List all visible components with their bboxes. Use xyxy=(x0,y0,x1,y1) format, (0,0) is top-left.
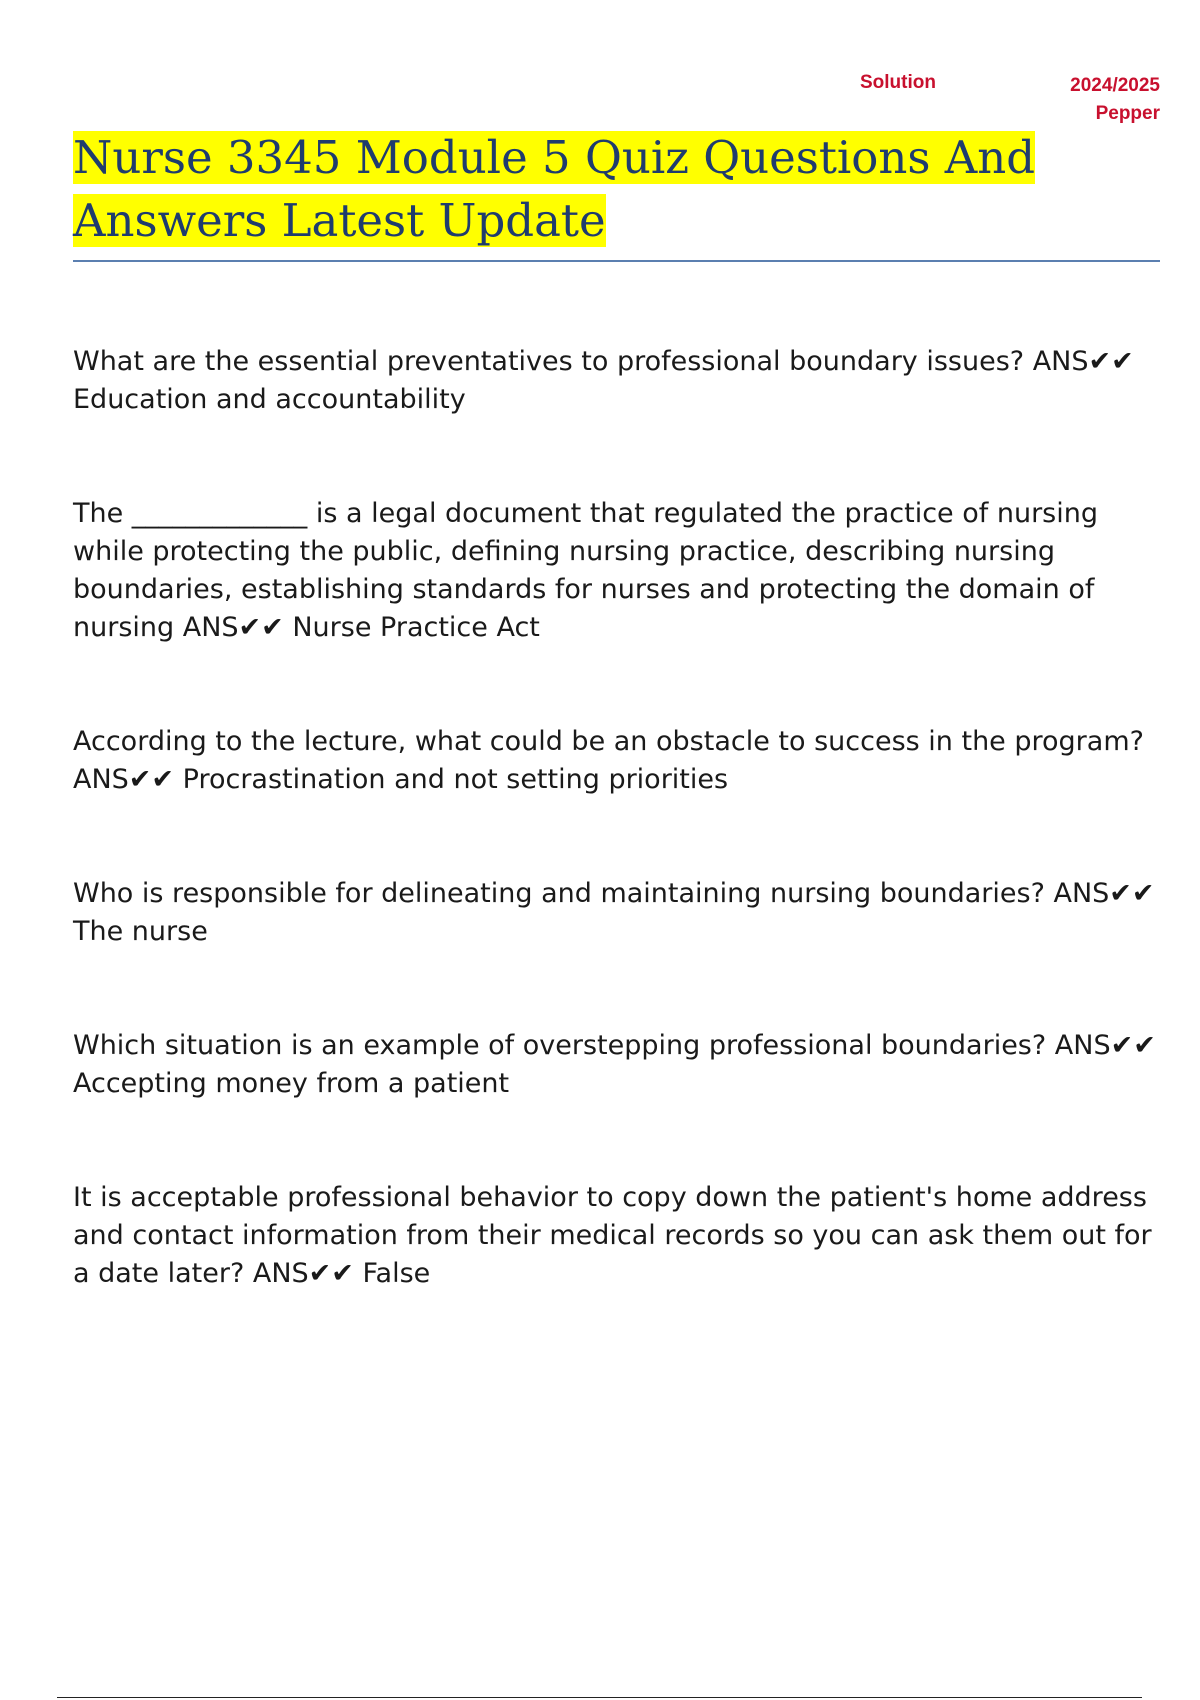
qa-item: Who is responsible for delineating and maintaining nursing boundaries? ANS✔✔ The nurse xyxy=(73,878,1155,947)
qa-item: According to the lecture, what could be an obstacle to success in the program? ANS✔✔ Procrastination and not setting priorities xyxy=(73,726,1144,795)
qa-item: Which situation is an example of overstepping professional boundaries? ANS✔✔ Accepting money from a patient xyxy=(73,1030,1156,1099)
qa-list xyxy=(73,343,1163,1293)
year-label: 2024/2025 xyxy=(1070,75,1160,96)
solution-label: Solution xyxy=(860,72,936,93)
document-title-text: Nurse 3345 Module 5 Quiz Questions And Answers Latest Update xyxy=(73,131,1036,247)
title-block xyxy=(73,126,1160,262)
footer-divider xyxy=(57,1697,1142,1698)
qa-item: The _____________ is a legal document that regulated the practice of nursing while protecting the public, defining nursing practice, describing nursing boundaries, establishing standards for nurses and protecting the domain of nursing ANS✔✔ Nurse Practice Act xyxy=(73,498,1098,643)
year-author-label xyxy=(1070,72,1160,128)
qa-item: What are the essential preventatives to professional boundary issues? ANS✔✔ Education and accountability xyxy=(73,346,1134,415)
qa-item: It is acceptable professional behavior to copy down the patient's home address and contact information from their medical records so you can ask them out for a date later? ANS✔✔ False xyxy=(73,1182,1152,1289)
author-label: Pepper xyxy=(1095,103,1160,124)
document-title xyxy=(73,126,1160,252)
